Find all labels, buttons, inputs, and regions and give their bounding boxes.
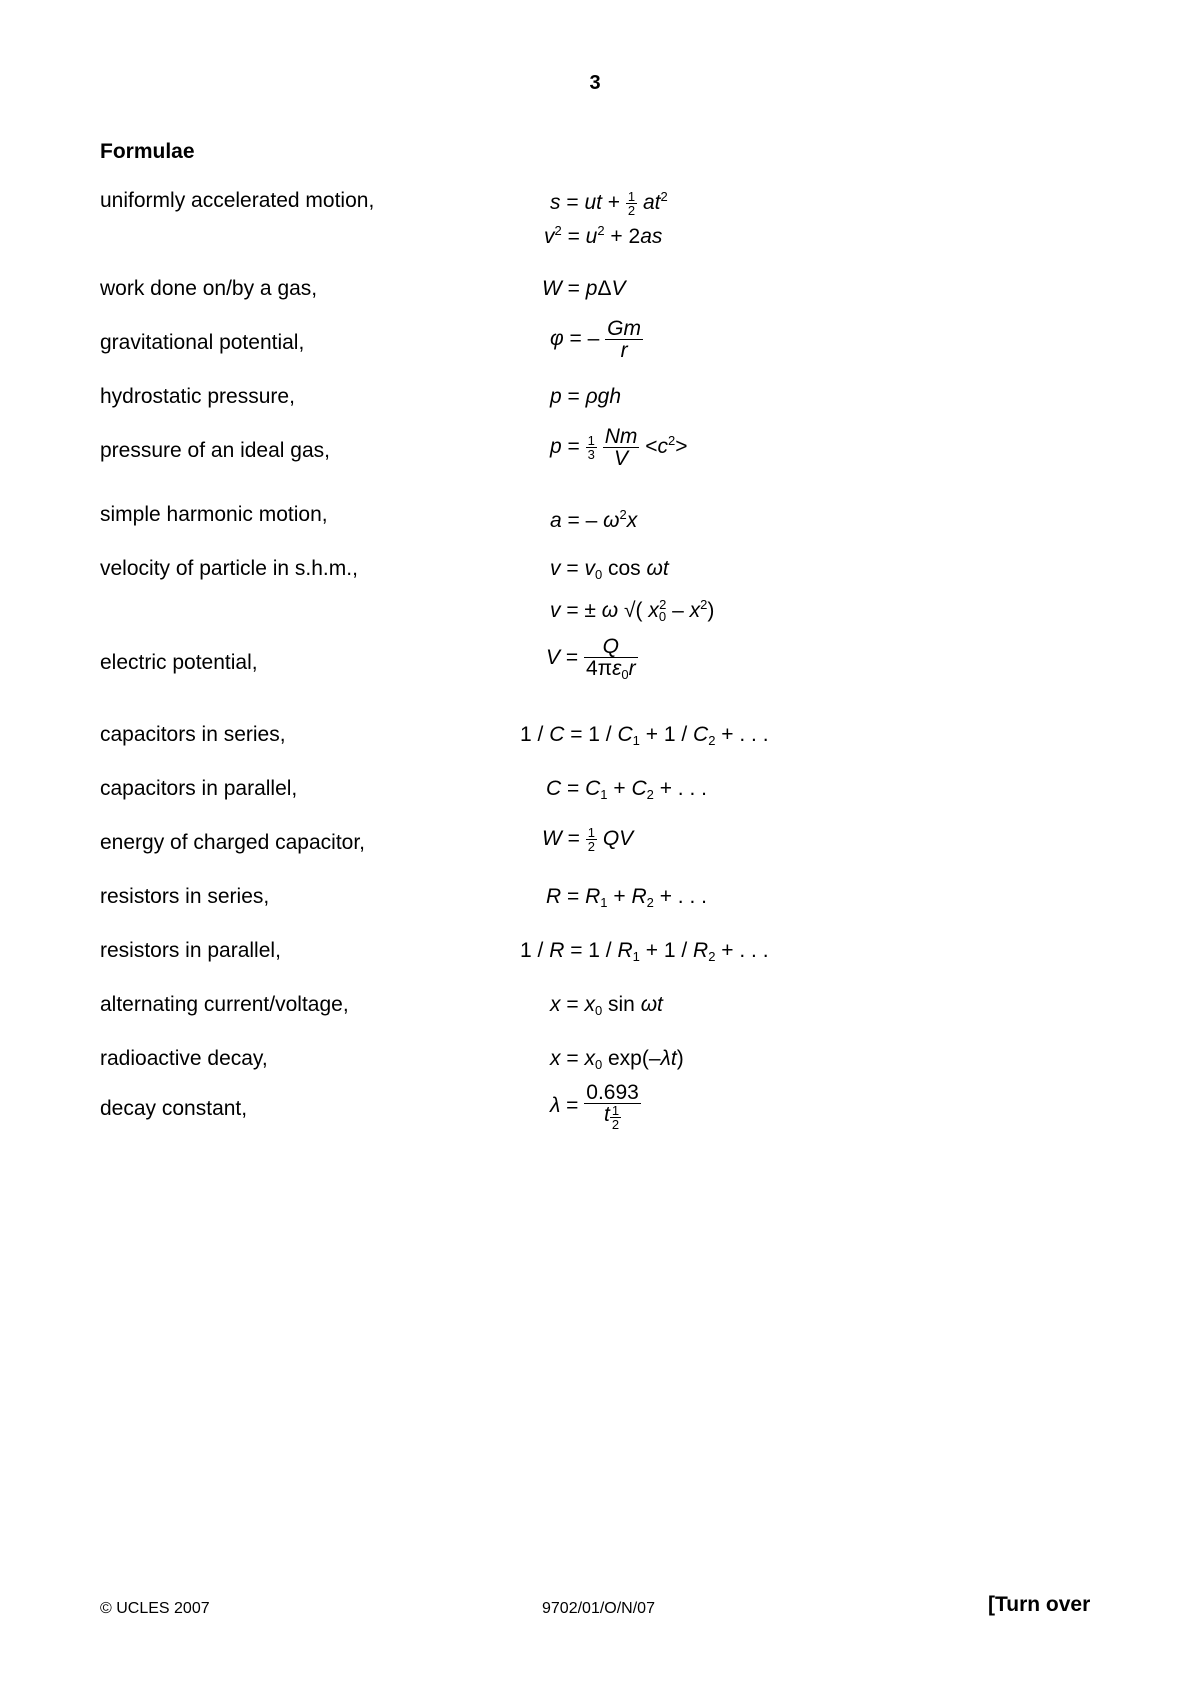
formula-row (0, 1081, 1190, 1156)
copyright-notice: © UCLES 2007 (100, 1600, 210, 1617)
formula-expression: $1 / C = 1 / C_1 + 1 / C_2$ + . . . (520, 723, 769, 748)
formula-expression: V = $\frac{Q}{4\pi\varepsilon_0r}$ (546, 635, 636, 682)
formula-row (0, 317, 1190, 390)
formula-expression: $1 / R = 1 / R_1 + 1 / R_2$ + . . . (520, 939, 769, 964)
formula-expression: p = $\frac{1}{3}$ $\frac{Nm}{V}$ $<c^2>$ (550, 425, 688, 470)
formula-expression: a = – $\omega^2x$ (550, 507, 638, 532)
formula-expression: W = $\frac{1}{2}$ QV (542, 825, 634, 854)
paper-code: 9702/01/O/N/07 (542, 1600, 655, 1617)
formula-label: uniformly accelerated motion, (100, 189, 375, 212)
formula-row (0, 556, 1190, 624)
formula-label: gravitational potential, (100, 331, 305, 354)
section-heading: Formulae (100, 140, 195, 163)
formula-expression: $x = x_0$ sin ωt (550, 993, 663, 1018)
page-number: 3 (589, 72, 601, 94)
formula-label: decay constant, (100, 1097, 248, 1120)
formula-expression: $C = C_1 + C_2$ + . . . (546, 777, 707, 802)
formula-label: hydrostatic pressure, (100, 385, 295, 408)
formula-label: work done on/by a gas, (100, 277, 318, 300)
formula-label: simple harmonic motion, (100, 503, 328, 526)
formula-expression: λ = 0.693 t $\frac{1}{2}$ (550, 1081, 639, 1132)
formula-label: velocity of particle in s.h.m., (100, 557, 358, 580)
formula-row (0, 992, 1190, 1052)
formula-expression: $R = R_1 + R_2$ + . . . (546, 885, 707, 910)
formula-row (0, 502, 1190, 562)
formula-expression: p = ρgh (550, 385, 622, 408)
formula-label: capacitors in series, (100, 723, 286, 746)
formula-row (0, 884, 1190, 944)
formula-label: alternating current/voltage, (100, 993, 349, 1016)
formula-row (0, 938, 1190, 998)
formula-label: capacitors in parallel, (100, 777, 298, 800)
formula-row (0, 825, 1190, 890)
formula-label: resistors in parallel, (100, 939, 281, 962)
formula-expression: s = ut + $\frac{1}{2}$ $at^2$ $v^2 = u^2 + 2as$ (544, 188, 668, 248)
formula-expression: $x = x_0$ exp(–λt) (550, 1047, 684, 1072)
formula-row (0, 425, 1190, 498)
formula-row (0, 188, 1190, 248)
turn-over-note: [Turn over (988, 1593, 1091, 1616)
formula-label: electric potential, (100, 651, 258, 674)
formula-label: radioactive decay, (100, 1047, 268, 1070)
formula-expression: $v = v_0$ cos ωt v = ± ω √( $x_0^2 - x^2$) (550, 557, 715, 624)
formula-label: energy of charged capacitor, (100, 831, 366, 854)
formula-expression: W = pΔV (542, 277, 626, 300)
formula-label: resistors in series, (100, 885, 270, 908)
formula-row (0, 635, 1190, 710)
formula-label: pressure of an ideal gas, (100, 439, 330, 462)
formula-expression: φ = – $\frac{Gm}{r}$ (550, 317, 641, 362)
formula-row (0, 722, 1190, 782)
